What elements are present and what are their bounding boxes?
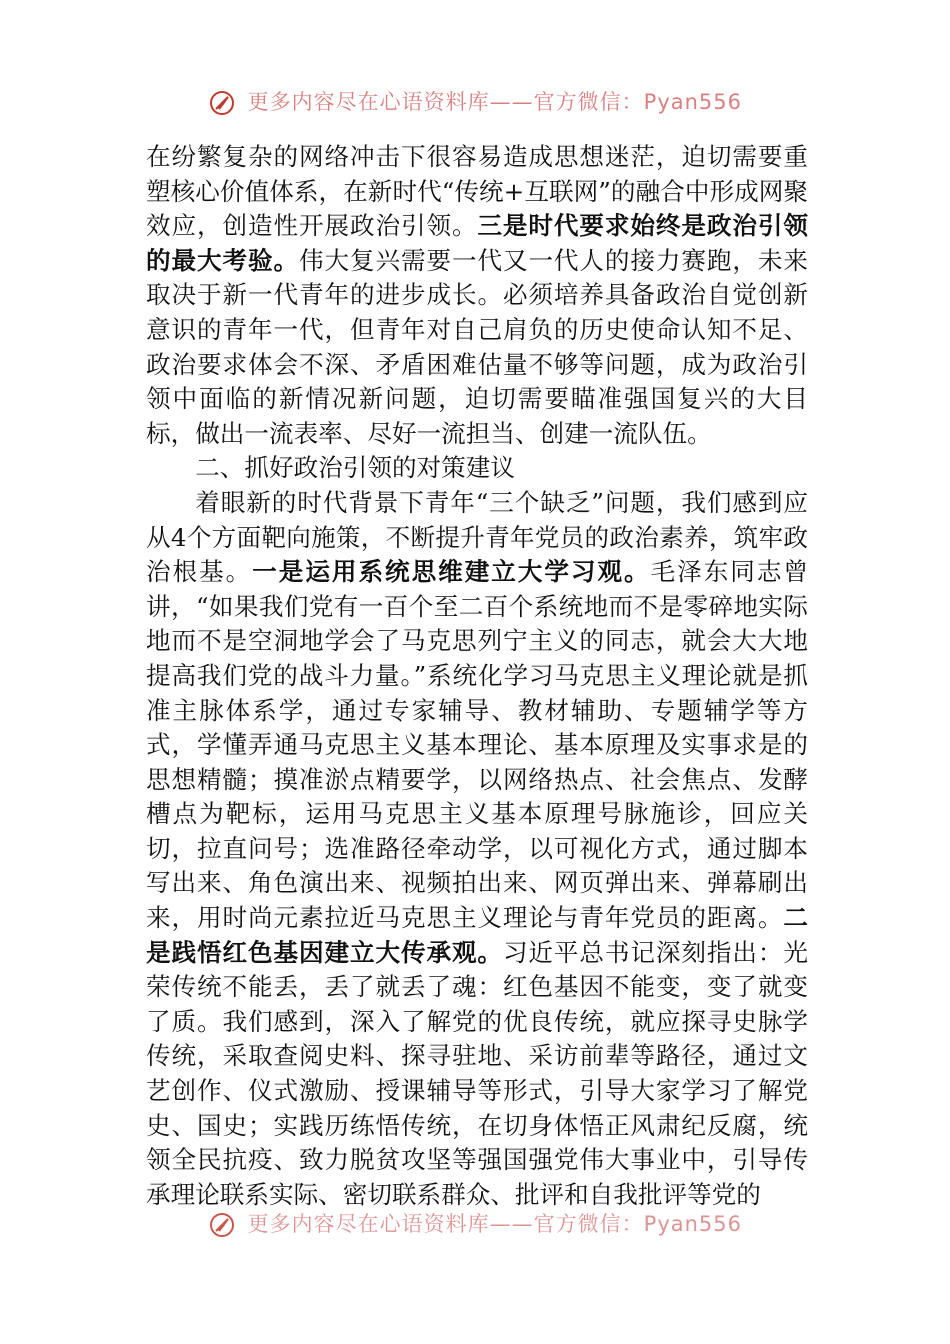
bold-point-2: 二是践悟红色基因建立大传承观。	[146, 903, 808, 967]
text-segment: 伟大复兴需要一代又一代人的接力赛跑，未来取决于新一代青年的进步成长。必须培养具备政治自觉创新意识的青年一代，但青年对自己肩负的历史使命认知不足、政治要求体会不深、矛盾困难估量不够等问题，成为政治引领中面临的新情况新问题，迫切需要瞄准强国复兴的大目标，做出一流表率、尽好一流担当、创建一流队伍。	[146, 245, 808, 448]
watermark-footer	[0, 1208, 950, 1239]
watermark-text: 更多内容尽在心语资料库——官方微信：Pyan556	[247, 1212, 743, 1236]
text-segment: 在纷繁复杂的网络冲击下很容易造成思想迷茫，迫切需要重塑核心价值体系，在新时代“传统+互联网”的融合中形成网聚效应，创造性开展政治引领。	[146, 142, 808, 241]
watermark-header	[0, 86, 950, 117]
quill-logo-icon	[208, 1211, 236, 1239]
paragraph-1	[146, 140, 808, 451]
text-segment: 习近平总书记深刻指出：光荣传统不能丢，丢了就丢了魂：红色基因不能变，变了就变了质。我们感到，深入了解党的优良传统，就应探寻史脉学传统，采取查阅史料、探寻驻地、采访前辈等路径，通过文艺创作、仪式激励、授课辅导等形式，引导大家学习了解党史、国史；实践历练悟传统，在切身体悟正风肃纪反腐，统领全民抗疫、致力脱贫攻坚等强国强党伟大事业中，引导传承理论联系实际、密切联系群众、批评和自我批评等党的	[146, 937, 808, 1209]
quill-logo-icon	[208, 89, 236, 117]
watermark-text: 更多内容尽在心语资料库——官方微信：Pyan556	[247, 90, 743, 114]
section-heading: 二、抓好政治引领的对策建议	[195, 453, 515, 483]
text-segment: 毛泽东同志曾讲，“如果我们党有一百个至二百个系统地而不是零碎地实际地而不是空洞地学会了马克思列宁主义的同志，就会大大地提高我们党的战斗力量。”系统化学习马克思主义理论就是抓准主脉体系学，通过专家辅导、教材辅助、专题辅学等方式，学懂弄通马克思主义基本理论、基本原理及实事求是的思想精髓；摸准淤点精要学，以网络热点、社会焦点、发酵槽点为靶标，运用马克思主义基本原理号脉施诊，回应关切，拉直问号；选准路径牵动学，以可视化方式，通过脚本写出来、角色演出来、视频拍出来、网页弹出来、弹幕刷出来，用时尚元素拉近马克思主义理论与青年党员的距离。	[146, 557, 808, 933]
bold-point-1: 一是运用系统思维建立大学习观。	[252, 557, 651, 587]
text-segment: 着眼新的时代背景下青年“三个缺乏”问题，我们感到应从4个方面靶向施策，不断提升青年党员的政治素养，筑牢政治根基。	[146, 487, 808, 587]
document-body	[146, 140, 808, 1212]
bold-point-3: 三是时代要求始终是政治引领的最大考验。	[146, 211, 808, 275]
paragraph-2	[146, 486, 808, 1212]
